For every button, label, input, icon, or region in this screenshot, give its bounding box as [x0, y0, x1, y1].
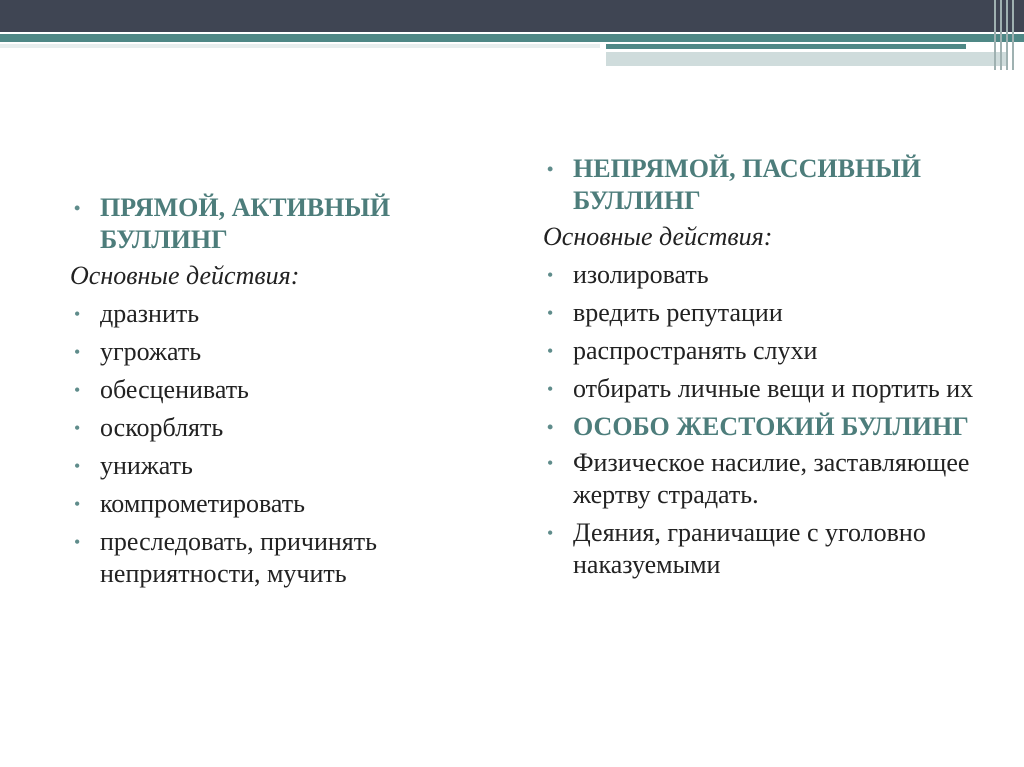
left-subtitle: Основные действия: [70, 261, 300, 290]
right-heading-2-text: ОСОБО ЖЕСТОКИЙ БУЛЛИНГ [573, 412, 969, 441]
bullet-icon: • [547, 417, 554, 437]
left-list-item-text: обесценивать [100, 375, 249, 404]
left-list-item-text: угрожать [100, 337, 202, 366]
left-list-item [70, 450, 510, 482]
bullet-icon: • [74, 198, 81, 218]
left-list-item-text: дразнить [100, 299, 200, 328]
right-heading-text: НЕПРЯМОЙ, ПАССИВНЫЙ БУЛЛИНГ [573, 154, 921, 215]
bullet-icon: • [74, 456, 81, 476]
left-list-item [70, 336, 510, 368]
left-heading-text: ПРЯМОЙ, АКТИВНЫЙ БУЛЛИНГ [100, 193, 391, 254]
bullet-icon: • [547, 453, 554, 473]
bullet-icon: • [74, 380, 81, 400]
left-list-item-text: унижать [100, 451, 193, 480]
right-list-item-text: Деяния, граничащие с уголовно наказуемыми [573, 518, 926, 579]
bullet-icon: • [547, 379, 554, 399]
bullet-icon: • [547, 303, 554, 323]
bullet-icon: • [74, 304, 81, 324]
right-list-item-text: вредить репутации [573, 298, 783, 327]
bullet-icon: • [74, 418, 81, 438]
right-heading [543, 153, 983, 217]
bullet-icon: • [547, 265, 554, 285]
header-band-teal-accent [606, 44, 966, 49]
header-band-light-accent [606, 52, 1006, 66]
right-list-item [543, 259, 983, 291]
bullet-icon: • [547, 523, 554, 543]
left-heading [70, 192, 510, 256]
bullet-icon: • [547, 159, 554, 179]
right-list-item [543, 297, 983, 329]
right-list-item [543, 517, 983, 581]
right-list-item-text: отбирать личные вещи и портить их [573, 374, 974, 403]
right-list-item [543, 373, 983, 405]
header-vertical-lines [990, 0, 1024, 70]
right-subtitle: Основные действия: [543, 222, 773, 251]
left-list-item [70, 412, 510, 444]
left-list-item [70, 488, 510, 520]
bullet-icon: • [74, 532, 81, 552]
right-list-item [543, 447, 983, 511]
right-list-item-text: распространять слухи [573, 336, 818, 365]
bullet-icon: • [74, 494, 81, 514]
right-list-item [543, 335, 983, 367]
left-list-item [70, 298, 510, 330]
right-heading-2 [543, 411, 983, 443]
bullet-icon: • [74, 342, 81, 362]
left-column [70, 192, 510, 596]
left-list-item-text: оскорблять [100, 413, 224, 442]
left-list-item-text: преследовать, причинять неприятности, мучить [100, 527, 377, 588]
right-list-item-text: Физическое насилие, заставляющее жертву страдать. [573, 448, 970, 509]
header-band-light [0, 44, 600, 48]
header-band-dark [0, 0, 1024, 32]
header-band-teal [0, 34, 1024, 42]
right-list-item-text: изолировать [573, 260, 709, 289]
right-column [543, 153, 983, 587]
left-list-item [70, 526, 510, 590]
bullet-icon: • [547, 341, 554, 361]
left-list-item-text: компрометировать [100, 489, 305, 518]
left-list-item [70, 374, 510, 406]
